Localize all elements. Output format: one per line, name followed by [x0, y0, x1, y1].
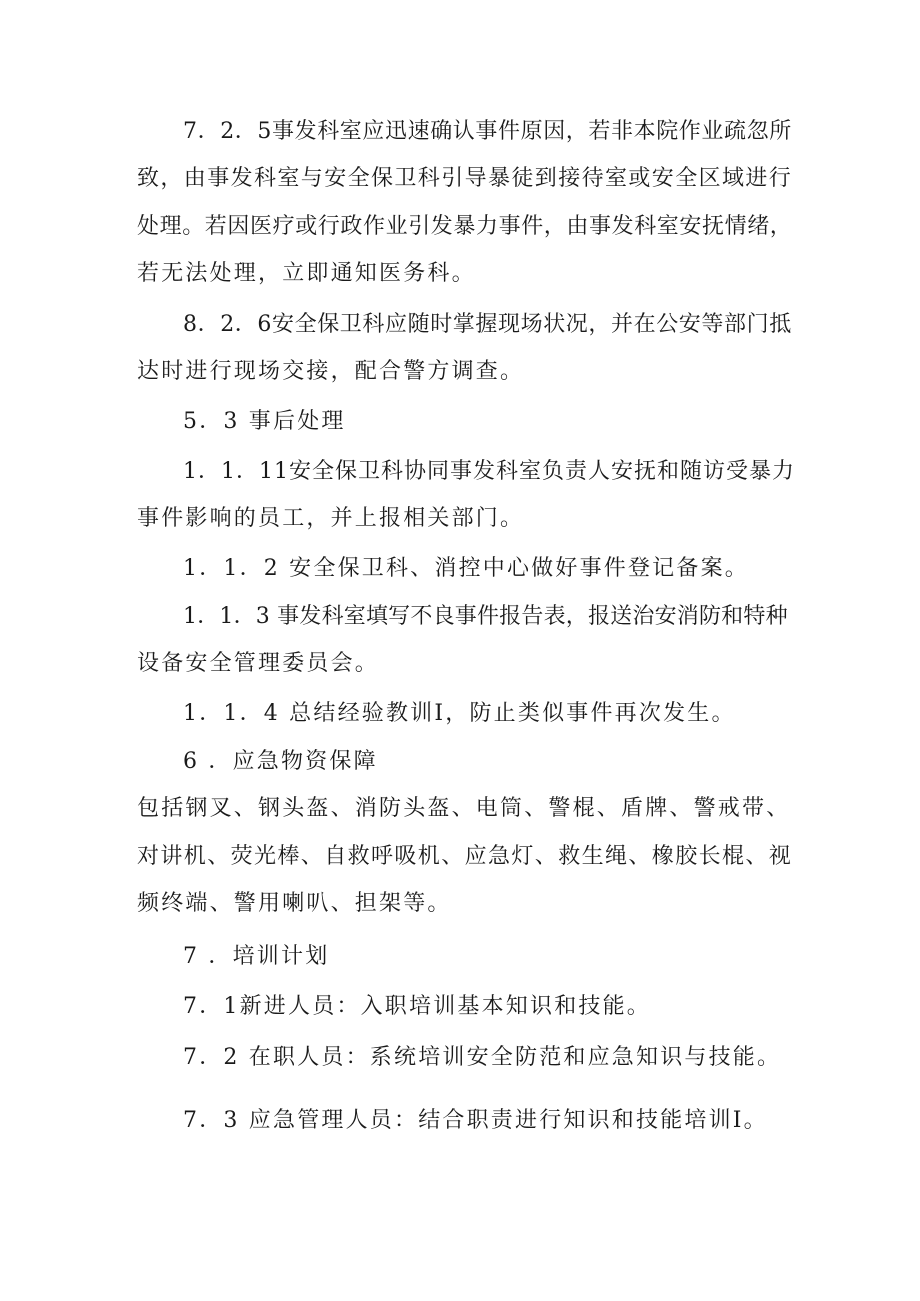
text-line-7-2-5-cont-1: 致，由事发科室与安全保卫科引导暴徒到接待室或安全区域进行 — [137, 166, 793, 191]
text-line-materials-1: 包括钢叉、钢头盔、消防头盔、电筒、警棍、盾牌、警戒带、 — [137, 796, 791, 821]
text-line-8-2-6-cont-1: 达时进行现场交接，配合警方调查。 — [137, 359, 525, 384]
text-line-1-1-3-cont-1: 设备安全管理委员会。 — [137, 651, 380, 676]
section-heading-5-3: 5．3 事后处理 — [183, 409, 346, 434]
text-line-8-2-6: 8．2．6安全保卫科应随时掌握现场状况，并在公安等部门抵 — [183, 312, 792, 337]
section-heading-7: 7 ．培训计划 — [183, 944, 330, 969]
text-line-7-2-5: 7．2．5事发科室应迅速确认事件原因，若非本院作业疏忽所 — [183, 119, 792, 144]
text-line-materials-3: 频终端、警用喇叭、担架等。 — [137, 891, 452, 916]
text-line-1-1-4: 1．1．4 总结经验教训I，防止类似事件再次发生。 — [183, 701, 736, 726]
text-line-7-2-5-cont-3: 若无法处理，立即通知医务科。 — [137, 261, 476, 286]
text-line-7-3: 7．3 应急管理人员：结合职责进行知识和技能培训I。 — [183, 1108, 768, 1133]
text-line-7-2-5-cont-2: 处理。若因医疗或行政作业引发暴力事件，由事发科室安抚情绪， — [137, 214, 793, 239]
section-heading-6: 6 ．应急物资保障 — [183, 749, 378, 774]
text-line-1-1-2: 1．1．2 安全保卫科、消控中心做好事件登记备案。 — [183, 556, 749, 581]
text-line-1-1-11-cont-1: 事件影响的员工，并上报相关部门。 — [137, 506, 525, 531]
text-line-1-1-11: 1．1．11安全保卫科协同事发科室负责人安抚和随访受暴力 — [183, 459, 795, 484]
text-line-materials-2: 对讲机、荧光棒、自救呼吸机、应急灯、救生绳、橡胶长棍、视 — [137, 844, 793, 869]
text-line-1-1-3: 1．1．3 事发科室填写不良事件报告表，报送治安消防和特种 — [183, 604, 788, 629]
text-line-7-1: 7．1新进人员：入职培训基本知识和技能。 — [183, 994, 651, 1019]
text-line-7-2: 7．2 在职人员：系统培训安全防范和应急知识与技能。 — [183, 1045, 782, 1070]
